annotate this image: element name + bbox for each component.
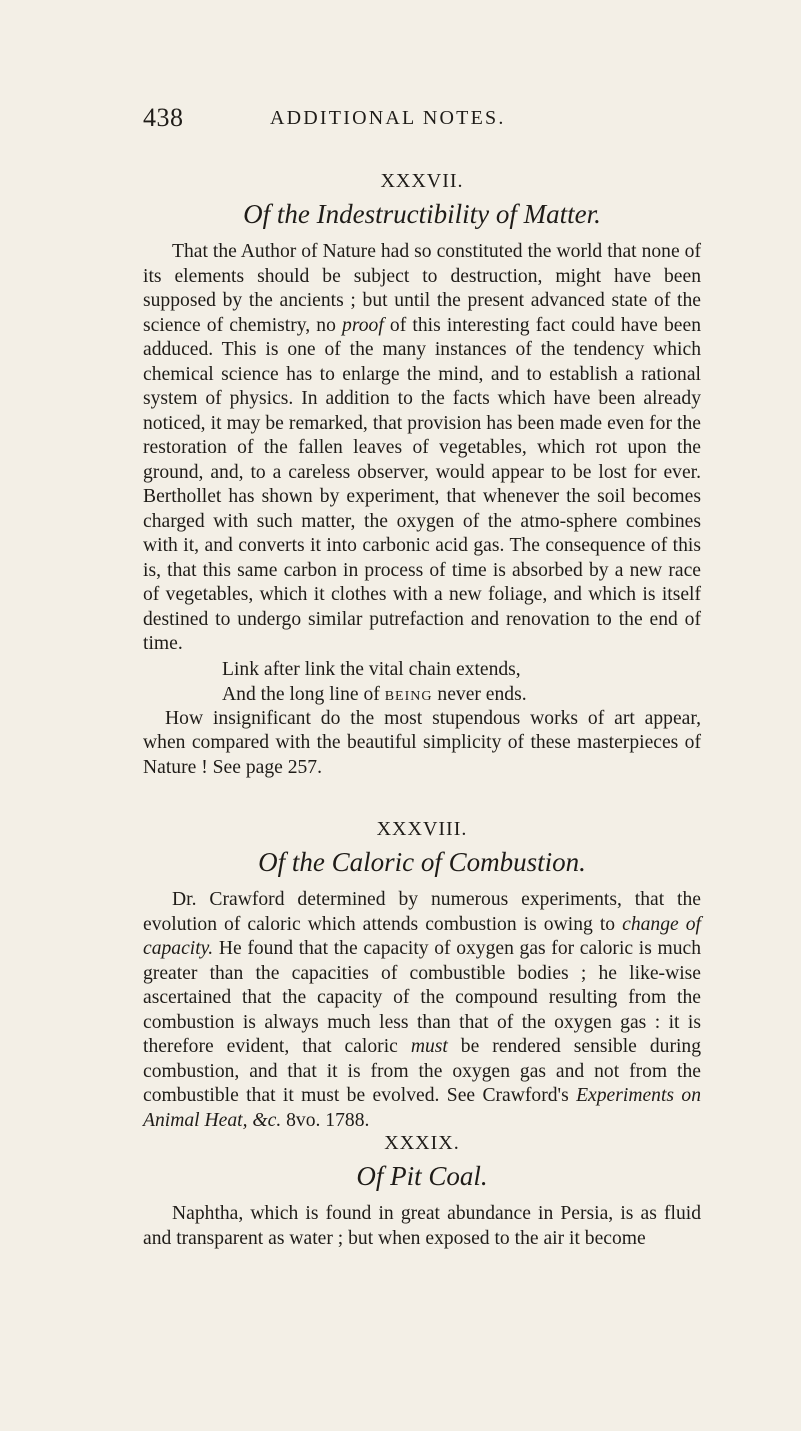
section-title: Of the Caloric of Combustion. <box>258 847 586 877</box>
section-numeral: XXXVIII. <box>376 818 468 840</box>
paragraph: Naphtha, which is found in great abundance in Persia, is as fluid and transparent as water ; but when exposed to the air it become <box>143 1203 701 1249</box>
paragraph: How insignificant do the most stupendous works of art appear, when compared with the beautiful simplicity of these masterpieces of Nature ! See page 257. <box>143 707 701 778</box>
page-number: 438 <box>143 103 184 132</box>
verse-quotation <box>143 657 701 707</box>
section-xxxvii <box>143 170 701 780</box>
section-numeral: XXXVII. <box>380 170 464 192</box>
verse-line: Link after link the vital chain extends, <box>222 658 521 680</box>
running-title: ADDITIONAL NOTES. <box>270 107 506 129</box>
running-head <box>143 103 703 143</box>
section-xxxviii <box>143 818 701 1133</box>
section-title: Of the Indestructibility of Matter. <box>243 199 601 229</box>
paragraph: Dr. Crawford determined by numerous experiments, that the evolution of caloric which attends combustion is owing to change of capacity. He found that the capacity of oxygen gas for caloric is much greater than the capacities of combustible bodies ; he like-wise ascertained that the capacity of the compound resulting from the combustion is always much less than that of the oxygen gas : it is therefore evident, that caloric must be rendered sensible during combustion, and that it is from the oxygen gas and not from the combustible that it must be evolved. See Crawford's Experiments on Animal Heat, &c. 8vo. 1788. <box>143 889 702 1131</box>
section-numeral: XXXIX. <box>384 1132 460 1154</box>
section-title: Of Pit Coal. <box>356 1161 488 1191</box>
paragraph: That the Author of Nature had so constituted the world that none of its elements should be subject to destruction, might have been supposed by the ancients ; but until the present advanced state of the science of chemistry, no proof of this interesting fact could have been adduced. This is one of the many instances of the tendency which chemical science has to enlarge the mind, and to establish a rational system of physics. In addition to the facts which have been already noticed, it may be remarked, that provision has been made even for the restoration of the fallen leaves of vegetables, which rot upon the ground, and, to a careless observer, would appear to be lost for ever. Berthollet has shown by experiment, that whenever the soil becomes charged with such matter, the oxygen of the atmo-sphere combines with it, and converts it into carbonic acid gas. The consequence of this is, that this same carbon in process of time is absorbed by a new race of vegetables, which it clothes with a new foliage, and which is itself destined to undergo similar putrefaction and renovation to the end of time. <box>143 241 701 654</box>
verse-line: And the long line of being never ends. <box>222 683 527 705</box>
section-xxxix <box>143 1132 701 1251</box>
